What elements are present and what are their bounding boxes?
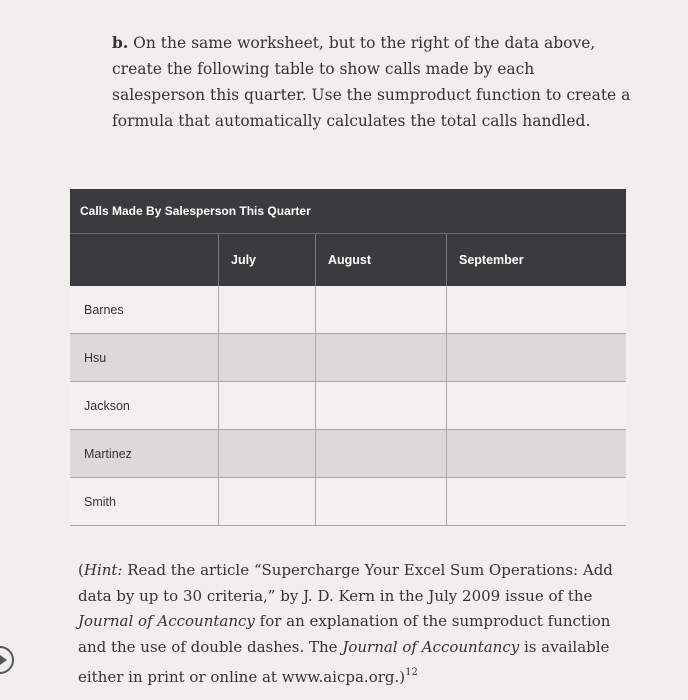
- hint-text-1: Read the article “Supercharge Your Excel Sum Operations: Add data by up to 30 criteria,” by J. D. Kern in the July 2009 issue of the: [78, 561, 613, 605]
- hint-label: Hint:: [83, 561, 123, 579]
- header-blank: [70, 234, 218, 286]
- cell-august: [315, 382, 446, 429]
- hint-paragraph: [78, 558, 618, 691]
- instruction-label: b.: [112, 33, 129, 52]
- play-arrow-icon[interactable]: [0, 646, 14, 674]
- cell-august: [315, 478, 446, 525]
- cell-september: [446, 286, 626, 333]
- hint-text-3: is available either in print or online at www.aicpa.org.): [78, 637, 610, 686]
- cell-july: [218, 334, 315, 381]
- table-row: [70, 286, 626, 334]
- row-name: Hsu: [84, 350, 107, 365]
- footnote-marker: 12: [405, 667, 418, 678]
- table-row: [70, 430, 626, 478]
- cell-august: [315, 334, 446, 381]
- header-july: July: [218, 234, 315, 286]
- table-row: [70, 382, 626, 430]
- row-name: Smith: [84, 494, 116, 509]
- cell-july: [218, 478, 315, 525]
- cell-september: [446, 430, 626, 477]
- cell-july: [218, 430, 315, 477]
- cell-july: [218, 286, 315, 333]
- hint-open-paren: (: [78, 561, 84, 579]
- table-header-row: [70, 233, 626, 286]
- cell-august: [315, 286, 446, 333]
- cell-august: [315, 430, 446, 477]
- hint-text-2: for an explanation of the sumproduct function and the use of double dashes. The: [78, 612, 611, 656]
- table-row: [70, 478, 626, 526]
- row-name: Jackson: [84, 398, 130, 413]
- row-name: Martinez: [84, 446, 132, 461]
- instruction-text: On the same worksheet, but to the right of the data above, create the following table to show calls made by each salesperson this quarter. Use the sumproduct function to create a formula that automatically calculates the total calls handled.: [112, 34, 631, 130]
- table-title: Calls Made By Salesperson This Quarter: [70, 189, 626, 233]
- cell-september: [446, 382, 626, 429]
- cell-september: [446, 334, 626, 381]
- header-september: September: [446, 234, 626, 286]
- calls-table: [70, 189, 626, 526]
- row-name: Barnes: [84, 302, 124, 317]
- journal-title-2: Journal of Accountancy: [342, 637, 520, 656]
- table-row: [70, 334, 626, 382]
- instruction-paragraph: [112, 30, 632, 134]
- header-august: August: [315, 234, 446, 286]
- journal-title-1: Journal of Accountancy: [78, 612, 255, 630]
- cell-september: [446, 478, 626, 525]
- cell-july: [218, 382, 315, 429]
